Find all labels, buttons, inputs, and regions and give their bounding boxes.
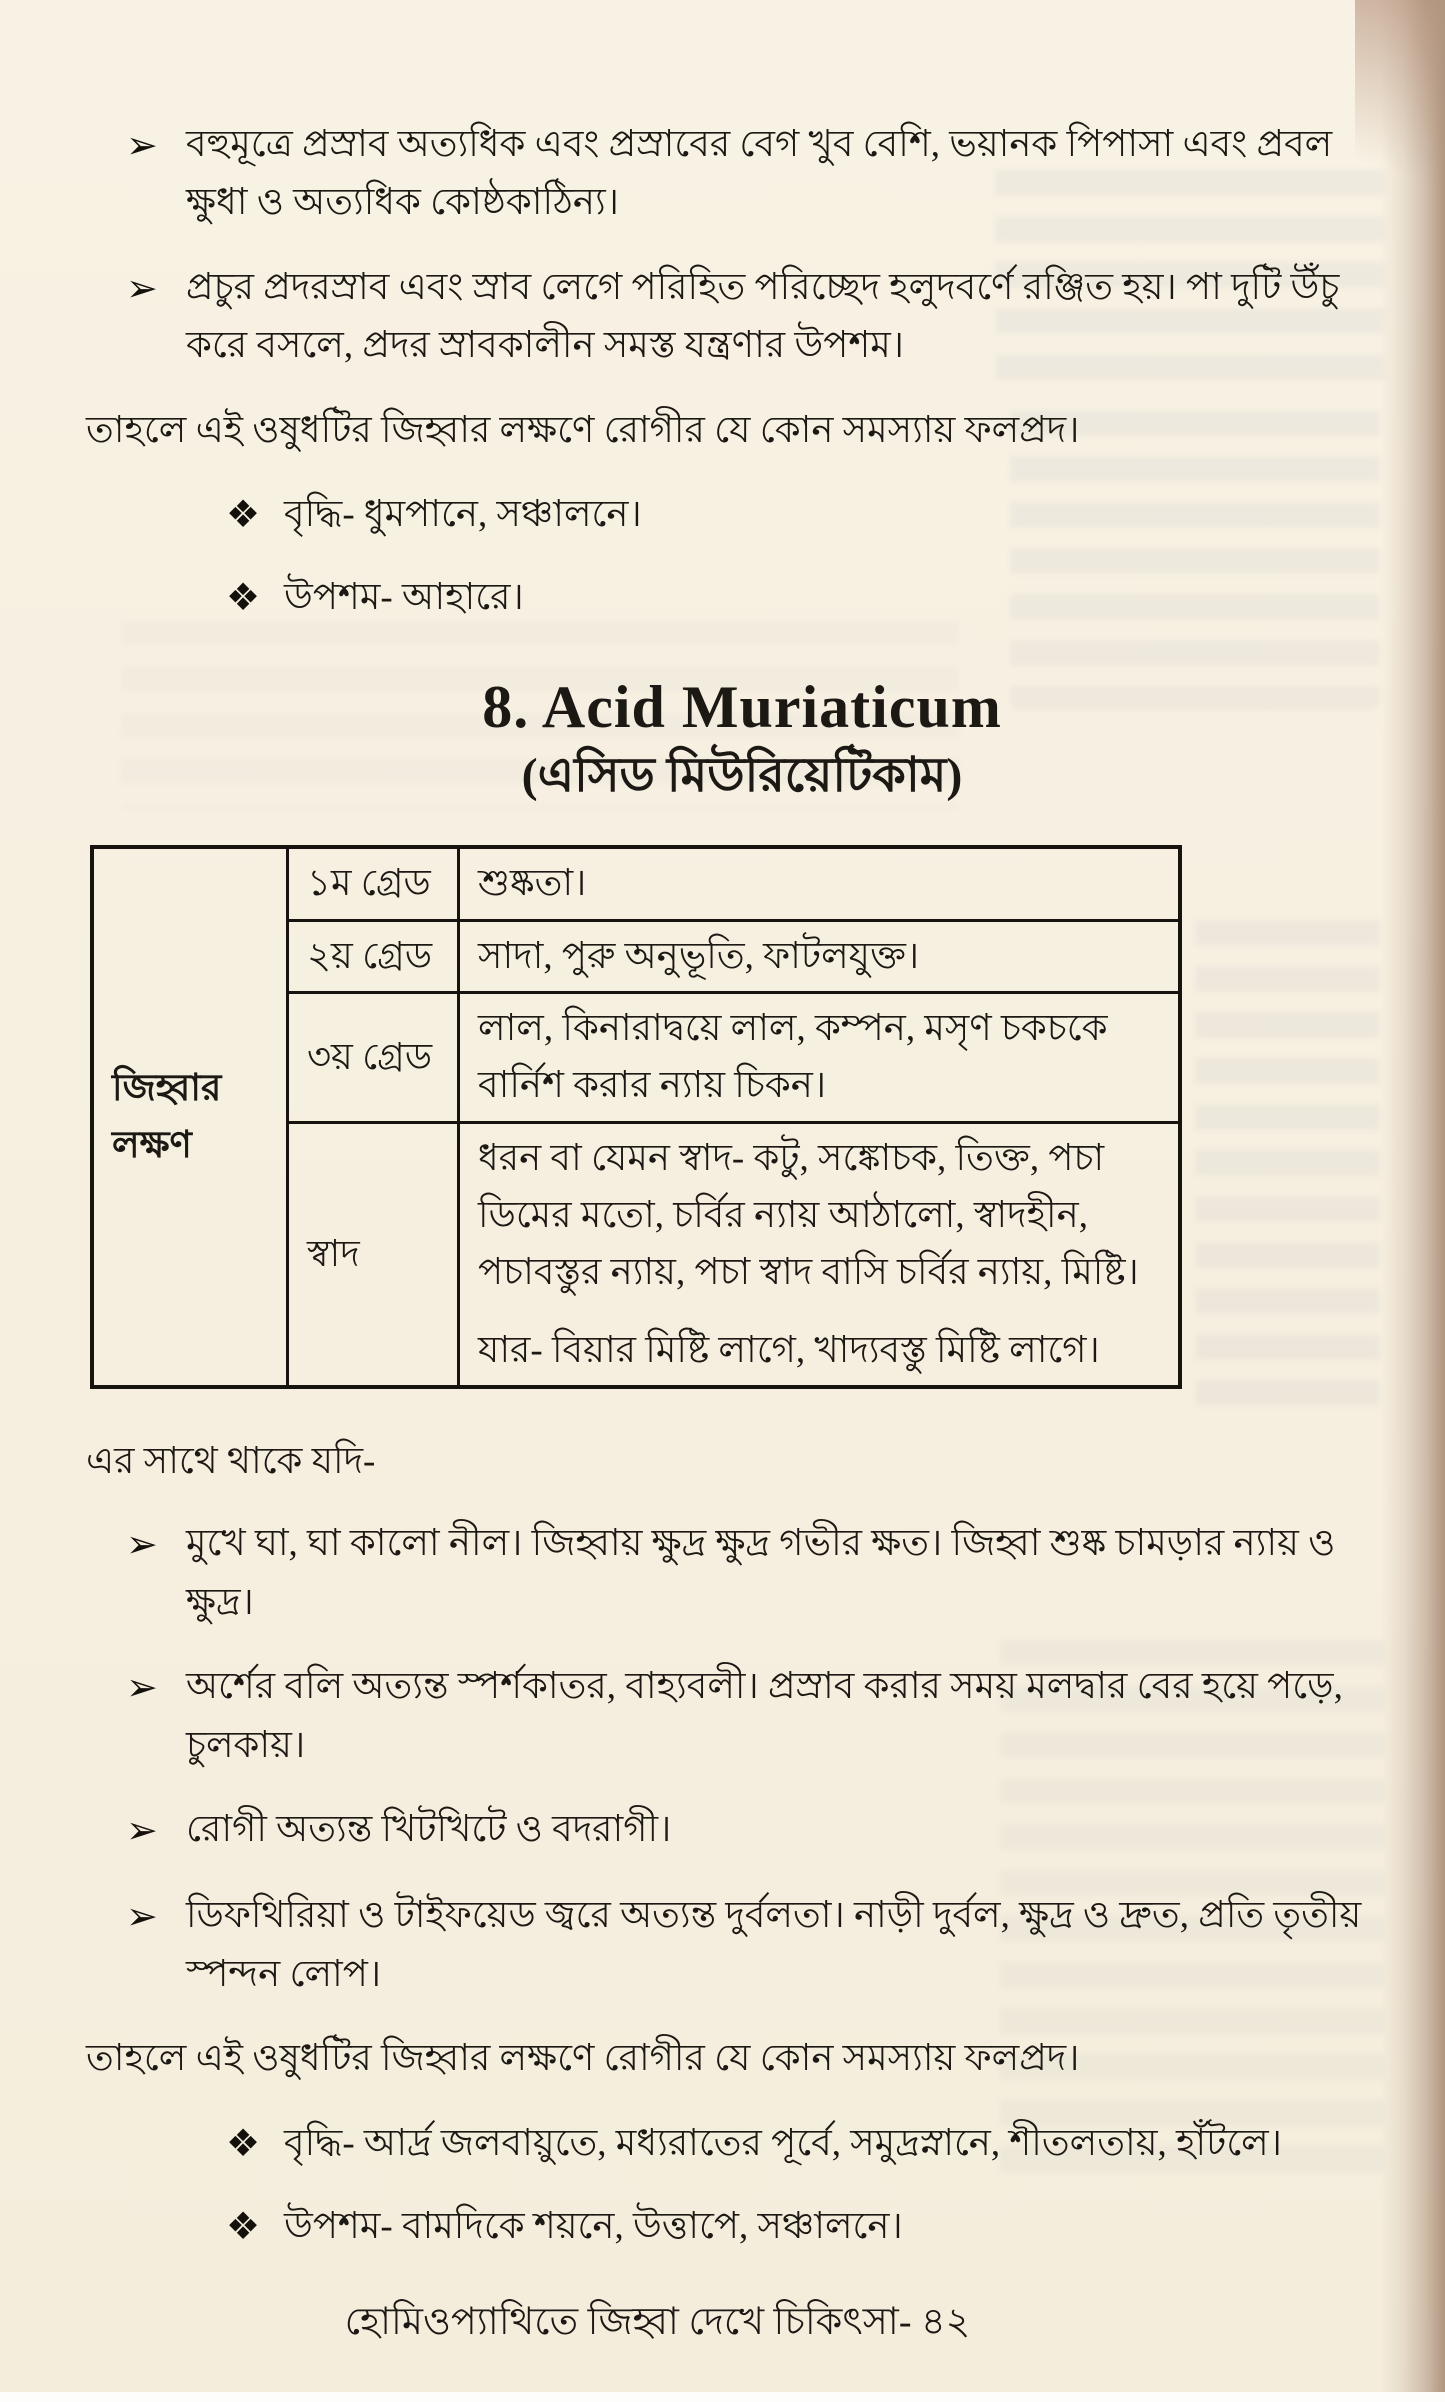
arrow-bullet-icon: ➢ <box>126 1810 158 1853</box>
arrow-bullet-icon: ➢ <box>126 1667 158 1710</box>
lead-in-paragraph: এর সাথে থাকে যদি- <box>86 1440 376 1482</box>
symptom-text: রোগী অত্যন্ত খিটখিটে ও বদরাগী। <box>186 1809 672 1851</box>
list-item <box>126 1801 1398 1861</box>
grade-cell: ৩য় গ্রেড <box>288 992 459 1122</box>
grade-cell: ১ম গ্রেড <box>288 847 459 920</box>
modality-text: বৃদ্ধি- আর্দ্র জলবায়ুতে, মধ্যরাতের পূর্বে, সমুদ্রস্নানে, শীতলতায়, হাঁটলে। <box>284 2122 1282 2164</box>
taste-description-note: যার- বিয়ার মিষ্টি লাগে, খাদ্যবস্তু মিষ্টি লাগে। <box>478 1329 1100 1371</box>
conclusion-paragraph: তাহলে এই ওষুধটির জিহ্বার লক্ষণে রোগীর যে কোন সমস্যায় ফলপ্রদ। <box>86 409 1080 451</box>
grade-cell: স্বাদ <box>288 1122 459 1387</box>
list-item <box>126 1658 1398 1775</box>
list-item <box>126 1515 1398 1632</box>
list-item <box>226 2198 1398 2257</box>
list-item <box>126 1887 1398 2004</box>
modality-text: বৃদ্ধি- ধুমপানে, সঞ্চালনে। <box>284 494 642 536</box>
modality-list <box>86 2115 1398 2257</box>
arrow-bullet-icon: ➢ <box>126 267 158 310</box>
page-footer-running-title: হোমিওপ্যাথিতে জিহ্বা দেখে চিকিৎসা- ৪২ <box>344 2301 971 2343</box>
list-item <box>226 486 1398 545</box>
arrow-bullet-icon: ➢ <box>126 1896 158 1939</box>
description-cell: সাদা, পুরু অনুভূতি, ফাটলযুক্ত। <box>459 920 1181 992</box>
table-row <box>92 847 1180 920</box>
symptom-text: প্রচুর প্রদরস্রাব এবং স্রাব লেগে পরিহিত পরিচ্ছেদ হলুদবর্ণে রঞ্জিত হয়। পা দুটি উঁচু করে বসলে, প্রদর স্রাবকালীন সমস্ত যন্ত্রণার উপশম। <box>186 266 1340 367</box>
diamond-bullet-icon: ❖ <box>226 2122 261 2165</box>
intro-symptom-list <box>86 116 1398 376</box>
description-cell: শুষ্কতা। <box>459 847 1181 920</box>
arrow-bullet-icon: ➢ <box>126 125 158 167</box>
page-content <box>86 116 1398 2280</box>
remedy-title-bengali: (এসিড মিউরিয়েটিকাম) <box>521 749 963 803</box>
list-item <box>126 259 1398 376</box>
modality-text: উপশম- আহারে। <box>284 577 524 619</box>
grade-cell: ২য় গ্রেড <box>288 920 459 992</box>
associated-symptom-list <box>86 1515 1398 2004</box>
symptom-text: অর্শের বলি অত্যন্ত স্পর্শকাতর, বাহ্যবলী। প্রস্রাব করার সময় মলদ্বার বের হয়ে পড়ে, চুলকায়। <box>186 1666 1343 1766</box>
list-item <box>226 569 1398 628</box>
tongue-symptom-table <box>90 845 1182 1389</box>
list-item <box>126 116 1398 233</box>
list-item <box>226 2115 1398 2174</box>
taste-description: ধরন বা যেমন স্বাদ- কটু, সঙ্কোচক, তিক্ত, পচা ডিমের মতো, চর্বির ন্যায় আঠালো, স্বাদহীন, পচাবস্তুর ন্যায়, পচা স্বাদ বাসি চর্বির ন্যায়, মিষ্টি। <box>478 1137 1139 1294</box>
intro-modality-list <box>86 486 1398 628</box>
row-group-label: জিহ্বার লক্ষণ <box>92 847 288 1387</box>
description-cell <box>459 1122 1181 1387</box>
conclusion-paragraph: তাহলে এই ওষুধটির জিহ্বার লক্ষণে রোগীর যে কোন সমস্যায় ফলপ্রদ। <box>86 2038 1080 2080</box>
scan-bottom-edge <box>0 2392 1445 2402</box>
remedy-title-english: 8. Acid Muriaticum <box>482 674 1002 741</box>
symptom-text: ডিফথিরিয়া ও টাইফয়েড জ্বরে অত্যন্ত দুর্বলতা। নাড়ী দুর্বল, ক্ষুদ্র ও দ্রুত, প্রতি তৃতীয় স্পন্দন লোপ। <box>186 1895 1362 1995</box>
symptom-text: বহুমূত্রে প্রস্রাব অত্যধিক এবং প্রস্রাবের বেগ খুব বেশি, ভয়ানক পিপাসা এবং প্রবল ক্ষুধা ও অত্যধিক কোষ্ঠকাঠিন্য। <box>186 124 1333 224</box>
modality-text: উপশম- বামদিকে শয়নে, উত্তাপে, সঞ্চালনে। <box>284 2205 903 2247</box>
symptom-text: মুখে ঘা, ঘা কালো নীল। জিহ্বায় ক্ষুদ্র ক্ষুদ্র গভীর ক্ষত। জিহ্বা শুষ্ক চামড়ার ন্যায় ও ক্ষুদ্র। <box>186 1523 1336 1623</box>
arrow-bullet-icon: ➢ <box>126 1524 158 1567</box>
description-cell: লাল, কিনারাদ্বয়ে লাল, কম্পন, মসৃণ চকচকে বার্নিশ করার ন্যায় চিকন। <box>459 992 1181 1122</box>
diamond-bullet-icon: ❖ <box>226 577 261 620</box>
diamond-bullet-icon: ❖ <box>226 2205 261 2248</box>
diamond-bullet-icon: ❖ <box>226 494 261 537</box>
